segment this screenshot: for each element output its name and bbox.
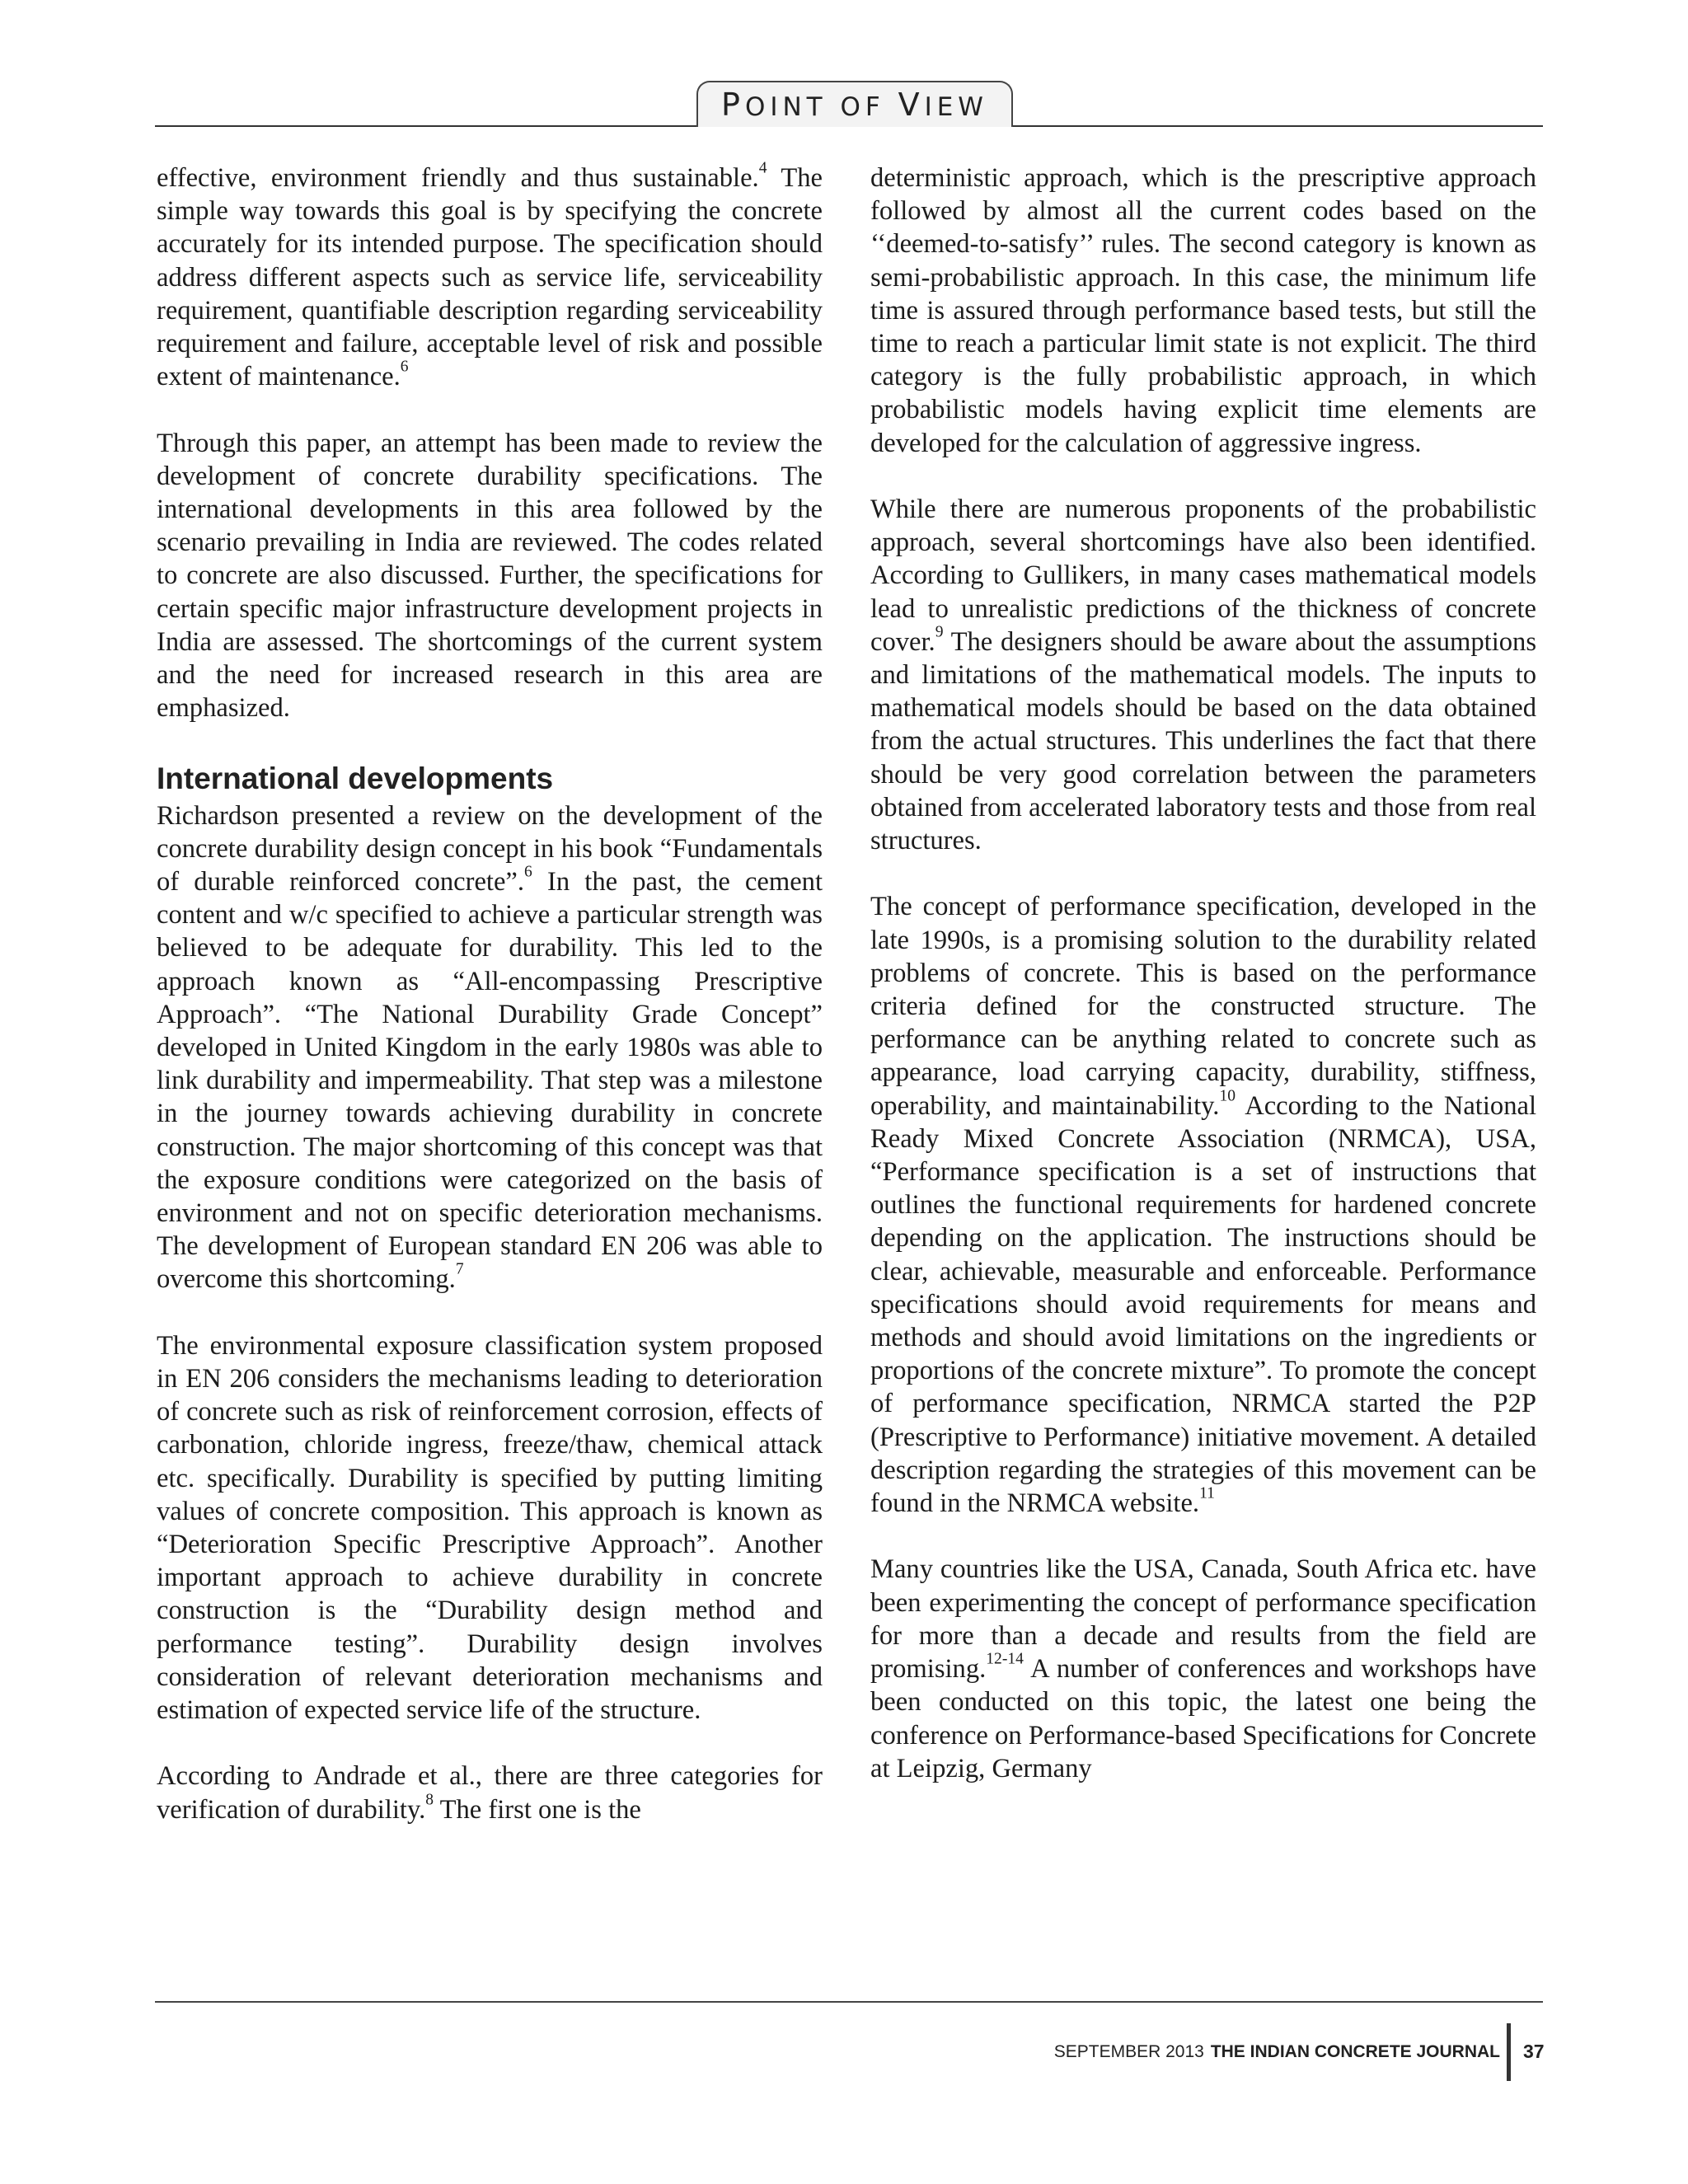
paragraph: effective, environment friendly and thus sustainable.$^4$ The simple way towards this goal is by specifying the concrete accurately for its intended purpose. The specification should address different aspects such as service life, serviceability requirement, quantifiable description regarding serviceability requirement and failure, acceptable level of risk and possible extent of maintenance.$^6$ [157,159,823,392]
right-column [870,162,1536,1785]
footer-issue [1054,2042,1500,2062]
page-number: 37 [1523,2041,1545,2062]
citation-superscript: 11 [1199,1484,1215,1502]
citation-superscript: 8 [425,1791,434,1809]
citation-superscript: 10 [1219,1087,1236,1105]
section-header-tab [696,81,1013,127]
citation-superscript: 7 [455,1260,464,1278]
paragraph: The concept of performance specification, developed in the late 1990s, is a promising solution to the durability related problems of concrete. This is based on the performance criteria defined for the constructed structure. The performance can be anything related to concrete such as appearance, load carrying capacity, durability, stiffness, operability, and maintainability.$^{10}$ According to the National Ready Mixed Concrete Association (NRMCA), USA, “Performance specification is a set of instructions that outlines the functional requirements for hardened concrete depending on the application. The instructions should be clear, achievable, measurable and enforceable. Performance specifications should avoid requirements for means and methods and should avoid limitations on the ingredients or proportions of the concrete mixture”. To promote the concept of performance specification, NRMCA started the P2P (Prescriptive to Performance) initiative movement. A detailed description regarding the strategies of this movement can be found in the NRMCA website.$^{11}$ [870,892,1536,1519]
citation-superscript: 4 [758,159,767,177]
footer-journal-name: THE INDIAN CONCRETE JOURNAL [1210,2042,1500,2061]
paragraph: According to Andrade et al., there are three categories for verification of durability.$^8$ The first one is the [157,1761,823,1825]
left-column [157,159,823,1826]
section-header-letter: P [721,87,745,123]
citation-superscript: 9 [935,623,944,641]
paragraph: Richardson presented a review on the development of the concrete durability design concept in his book “Fundamentals of durable reinforced concrete”.$^6$ In the past, the cement content and w/c specified to achieve a particular strength was believed to be adequate for durability. This led to the approach known as “All-encompassing Prescriptive Approach”. “The National Durability Grade Concept” developed in United Kingdom in the early 1980s was able to link durability and impermeability. That step was a milestone in the journey towards achieving durability in concrete construction. The major shortcoming of this concept was that the exposure conditions were categorized on the basis of environment and not on specific deterioration mechanisms. The development of European standard EN 206 was able to overcome this shortcoming.$^7$ [157,800,823,1295]
footer-rule [155,2001,1543,2003]
section-header-text: IEW [924,92,988,122]
section-heading: International developments [157,761,554,795]
section-header-letter: V [898,87,925,123]
citation-superscript: 6 [524,863,532,881]
paragraph: The environmental exposure classification system proposed in EN 206 considers the mechanisms leading to deterioration of concrete such as risk of reinforcement corrosion, effects of carbonation, chloride ingress, freeze/thaw, chemical attack etc. specifically. Durability is specified by putting limiting values of concrete composition. This approach is known as “Deterioration Specific Prescriptive Approach”. Another important approach to achieve durability in concrete construction is the “Durability design method and performance testing”. Durability design involves consideration of relevant deterioration mechanisms and estimation of expected service life of the structure. [157,1330,823,1726]
footer-date: SEPTEMBER 2013 [1053,2042,1204,2061]
citation-superscript: 12-14 [986,1650,1024,1668]
paragraph: While there are numerous proponents of the probabilistic approach, several shortcomings have also been identified. According to Gullikers, in many cases mathematical models lead to unrealistic predictions of the thickness of concrete cover.$^9$ The designers should be aware about the assumptions and limitations of the mathematical models. The inputs to mathematical models should be based on the data obtained from the actual structures. This underlines the fact that there should be very good correlation between the parameters obtained from accelerated laboratory tests and those from real structures. [870,494,1536,856]
footer-divider [1507,2023,1511,2081]
section-header-text: OINT OF [744,92,898,122]
citation-superscript: 6 [400,358,409,376]
paragraph: Through this paper, an attempt has been made to review the development of concrete durability specifications. The international developments in this area followed by the scenario prevailing in India are reviewed. The codes related to concrete are also discussed. Further, the specifications for certain specific major infrastructure development projects in India are assessed. The shortcomings of the current system and the need for increased research in this area are emphasized. [157,428,823,724]
paragraph: Many countries like the USA, Canada, South Africa etc. have been experimenting the concept of performance specification for more than a decade and results from the field are promising.$^{12-14}$ A number of conferences and workshops have been conducted on this topic, the latest one being the conference on Performance-based Specifications for Concrete at Leipzig, Germany [870,1554,1536,1783]
paragraph: deterministic approach, which is the prescriptive approach followed by almost all the current codes based on the ‘‘deemed-to-satisfy’’ rules. The second category is known as semi-probabilistic approach. In this case, the minimum life time is assured through performance based tests, but still the time to reach a particular limit state is not explicit. The third category is the fully probabilistic approach, in which probabilistic models having explicit time elements are developed for the calculation of aggressive ingress. [870,163,1536,458]
